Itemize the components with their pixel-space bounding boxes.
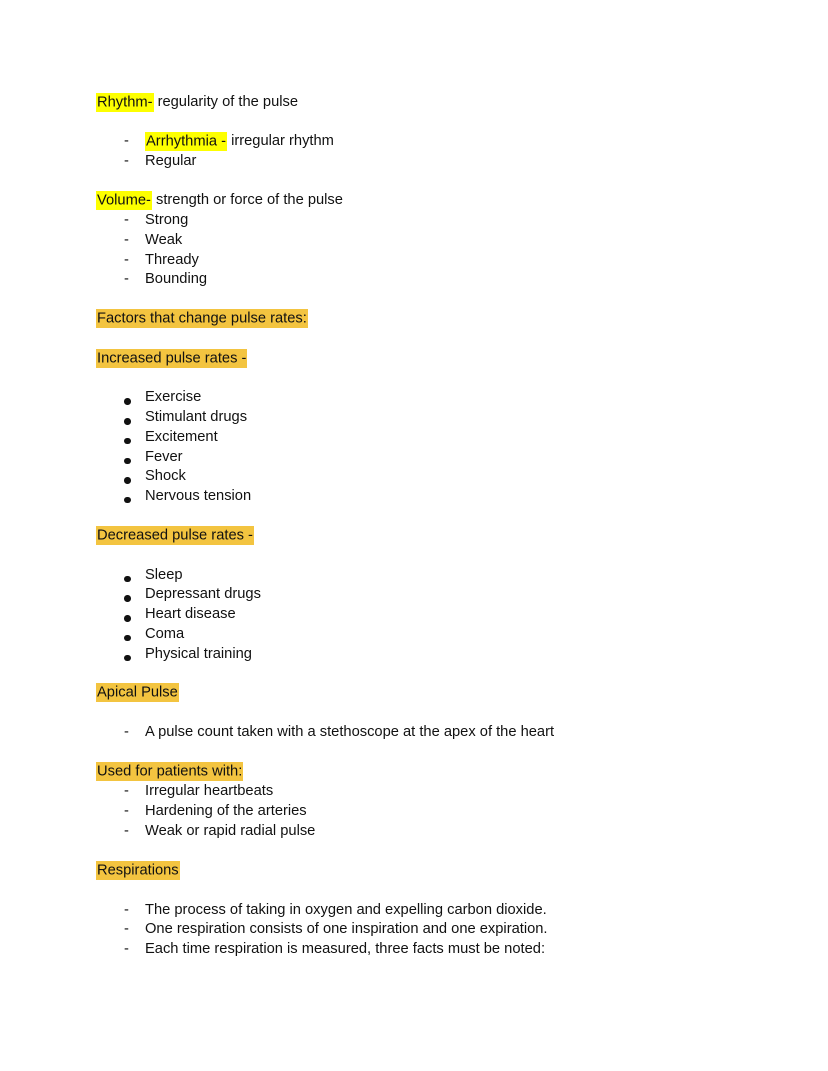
rhythm-types-list-item xyxy=(96,132,732,152)
list-item-text xyxy=(145,211,732,231)
dash-icon: - xyxy=(124,271,129,288)
text-run: Sleep xyxy=(145,566,183,583)
decreased-rates-list-item xyxy=(96,605,732,625)
increased-rates-list-item xyxy=(96,408,732,428)
text-run: Heart disease xyxy=(145,606,236,623)
increased-rates-list-item xyxy=(96,448,732,468)
text-run: Weak or rapid radial pulse xyxy=(145,822,316,839)
text-run: Stimulant drugs xyxy=(145,409,248,426)
list-item-text xyxy=(145,822,732,842)
dash-icon: - xyxy=(124,212,129,229)
used-for-list-item xyxy=(96,822,732,842)
highlighted-text: Respirations xyxy=(97,862,179,879)
blank-line xyxy=(96,842,732,862)
decreased-rates-list-item xyxy=(96,645,732,665)
text-run: A pulse count taken with a stethoscope at the apex of the heart xyxy=(145,724,555,741)
text-run: Regular xyxy=(145,153,197,170)
volume-types-list-item xyxy=(96,211,732,231)
text-run: irregular rhythm xyxy=(226,133,334,150)
text-run: Shock xyxy=(145,468,186,485)
dash-icon: - xyxy=(124,153,129,170)
highlighted-text: Rhythm- xyxy=(97,94,153,110)
factors-heading xyxy=(96,310,732,330)
respirations-list-item xyxy=(96,901,732,921)
blank-line xyxy=(96,507,732,527)
text-run: Fever xyxy=(145,448,183,465)
bullet-icon xyxy=(96,645,145,665)
list-item-text xyxy=(145,487,732,507)
used-for-list-item xyxy=(96,802,732,822)
blank-line xyxy=(96,743,732,763)
highlighted-text: Factors that change pulse rates: xyxy=(97,310,307,327)
bullet-icon xyxy=(96,625,145,645)
volume-types-list-item xyxy=(96,231,732,251)
bullet-icon xyxy=(96,448,145,468)
list-item-text xyxy=(145,152,732,172)
rhythm-definition xyxy=(96,93,732,113)
respirations-list-item xyxy=(96,940,732,960)
dash-icon: - xyxy=(124,724,129,741)
bullet-icon xyxy=(96,388,145,408)
list-item-text xyxy=(145,448,732,468)
dash-icon: - xyxy=(124,783,129,800)
dash-icon: - xyxy=(124,251,129,268)
text-run: Excitement xyxy=(145,428,218,445)
increased-rates-list-item xyxy=(96,487,732,507)
text-run: Thready xyxy=(145,251,199,268)
highlighted-text: Arrhythmia - xyxy=(146,133,226,150)
dash-icon: - xyxy=(124,803,129,820)
respirations-list-item xyxy=(96,920,732,940)
text-run: Depressant drugs xyxy=(145,586,261,603)
text-run: Irregular heartbeats xyxy=(145,783,274,800)
text-run: Coma xyxy=(145,625,185,642)
used-for-heading xyxy=(96,763,732,783)
volume-types-list-item xyxy=(96,270,732,290)
volume-types-list-item xyxy=(96,251,732,271)
list-item-text xyxy=(145,428,732,448)
dash-icon: - xyxy=(124,822,129,839)
blank-line xyxy=(96,290,732,310)
list-item-text xyxy=(145,645,732,665)
list-item-text xyxy=(145,585,732,605)
highlighted-text: Volume- xyxy=(97,192,151,209)
list-item-text xyxy=(145,388,732,408)
bullet-icon xyxy=(96,566,145,586)
decreased-rates-list-item xyxy=(96,625,732,645)
highlighted-text: Used for patients with: xyxy=(97,763,243,780)
bullet-icon xyxy=(96,467,145,487)
text-run: The process of taking in oxygen and expelling carbon dioxide. xyxy=(145,901,547,918)
highlighted-text: Increased pulse rates - xyxy=(97,350,247,367)
list-item-text xyxy=(145,408,732,428)
decreased-rates-list-item xyxy=(96,585,732,605)
list-item-text xyxy=(145,782,732,802)
text-run: One respiration consists of one inspiration and one expiration. xyxy=(145,921,548,938)
text-run: strength or force of the pulse xyxy=(151,192,343,209)
bullet-icon xyxy=(96,428,145,448)
blank-line xyxy=(96,172,732,192)
increased-rates-list-item xyxy=(96,428,732,448)
text-run: Exercise xyxy=(145,389,202,406)
dash-icon: - xyxy=(124,133,129,150)
bullet-icon xyxy=(96,487,145,507)
increased-rates-heading xyxy=(96,349,732,369)
decreased-rates-heading xyxy=(96,526,732,546)
blank-line xyxy=(96,704,732,724)
blank-line xyxy=(96,113,732,133)
text-run: Weak xyxy=(145,231,183,248)
dash-icon: - xyxy=(124,901,129,918)
bullet-icon xyxy=(96,605,145,625)
list-item-text xyxy=(145,270,732,290)
text-run: regularity of the pulse xyxy=(153,94,299,110)
blank-line xyxy=(96,546,732,566)
list-item-text xyxy=(145,625,732,645)
decreased-rates-list-item xyxy=(96,566,732,586)
apical-pulse-list-item xyxy=(96,723,732,743)
list-item-text xyxy=(145,605,732,625)
blank-line xyxy=(96,329,732,349)
highlighted-text: Decreased pulse rates - xyxy=(97,527,253,544)
list-item-text xyxy=(145,251,732,271)
dash-icon: - xyxy=(124,231,129,248)
rhythm-types-list-item xyxy=(96,152,732,172)
text-run: Nervous tension xyxy=(145,487,252,504)
text-run: Hardening of the arteries xyxy=(145,803,307,820)
list-item-text xyxy=(145,920,732,940)
list-item-text xyxy=(145,231,732,251)
list-item-text xyxy=(145,723,732,743)
increased-rates-list-item xyxy=(96,467,732,487)
list-item-text xyxy=(145,566,732,586)
text-run: Physical training xyxy=(145,645,252,662)
volume-definition xyxy=(96,191,732,211)
text-run: Strong xyxy=(145,212,189,229)
increased-rates-list-item xyxy=(96,388,732,408)
bullet-icon xyxy=(96,408,145,428)
blank-line xyxy=(96,369,732,389)
dash-icon: - xyxy=(124,921,129,938)
list-item-text xyxy=(145,940,732,960)
dash-icon: - xyxy=(124,941,129,958)
bullet-icon xyxy=(96,585,145,605)
used-for-list-item xyxy=(96,782,732,802)
blank-line xyxy=(96,881,732,901)
list-item-text xyxy=(145,802,732,822)
apical-pulse-heading xyxy=(96,684,732,704)
list-item-text xyxy=(145,467,732,487)
text-run: Each time respiration is measured, three facts must be noted: xyxy=(145,941,546,958)
blank-line xyxy=(96,664,732,684)
list-item-text xyxy=(145,901,732,921)
text-run: Bounding xyxy=(145,271,208,288)
respirations-heading xyxy=(96,861,732,881)
list-item-text xyxy=(145,132,732,152)
highlighted-text: Apical Pulse xyxy=(97,684,178,701)
